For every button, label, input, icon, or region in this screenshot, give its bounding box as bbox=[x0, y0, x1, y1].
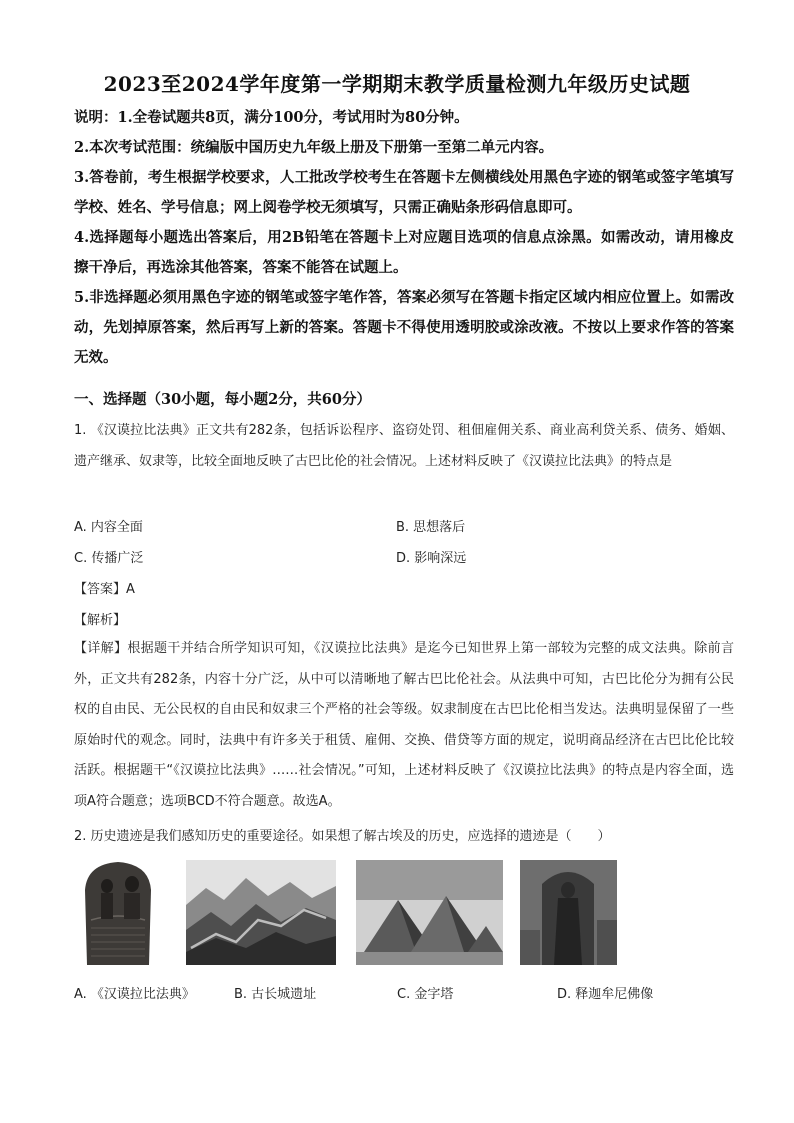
instruction-3: 3.答卷前，考生根据学校要求，人工批改学校考生在答题卡左侧横线处用黑色字迹的钢笔或签字笔填写学校、姓名、学号信息；网上阅卷学校无须填写，只需正确贴条形码信息即可。 bbox=[74, 169, 734, 216]
q1-option-b[interactable]: B. 思想落后 bbox=[396, 520, 466, 535]
q1-option-a[interactable]: A. 内容全面 bbox=[74, 520, 143, 535]
question-1-stem bbox=[74, 416, 734, 477]
hammurabi-stele-photo bbox=[77, 860, 159, 965]
great-wall-photo bbox=[186, 860, 336, 965]
instructions bbox=[74, 103, 734, 373]
instruction-1: 说明：1.全卷试题共8页，满分100分，考试用时为80分钟。 bbox=[74, 109, 469, 126]
q2-option-c[interactable]: C. 金字塔 bbox=[397, 987, 454, 1002]
section-heading: 一、选择题（30小题，每小题2分，共60分） bbox=[74, 391, 371, 408]
q2-option-d[interactable]: D. 释迦牟尼佛像 bbox=[557, 987, 654, 1002]
q2-option-b[interactable]: B. 古长城遗址 bbox=[234, 987, 317, 1002]
instruction-5: 5.非选择题必须用黑色字迹的钢笔或签字笔作答，答案必须写在答题卡指定区域内相应位置上。如需改动，先划掉原答案，然后再写上新的答案。答题卡不得使用透明胶或涂改液。不按以上要求作答的答案无效。 bbox=[74, 289, 734, 366]
question-2-text: 2. 历史遗迹是我们感知历史的重要途径。如果想了解古埃及的历史，应选择的遗迹是（ ） bbox=[74, 829, 611, 844]
q1-detail-text: 【详解】根据题干并结合所学知识可知，《汉谟拉比法典》是迄今已知世界上第一部较为完整的成文法典。除前言外，正文共有282条，内容十分广泛，从中可以清晰地了解古巴比伦社会。从法典中可知，古巴比伦分为拥有公民权的自由民、无公民权的自由民和奴隶三个严格的社会等级。奴隶制度在古巴比伦相当发达。法典明显保留了一些原始时代的观念。同时，法典中有许多关于租赁、雇佣、交换、借贷等方面的规定，说明商品经济在古巴比伦比较活跃。根据题干“《汉谟拉比法典》……社会情况。”可知，上述材料反映了《汉谟拉比法典》的特点是内容全面，选项A符合题意；选项BCD不符合题意。故选A。 bbox=[74, 641, 734, 809]
q1-option-d[interactable]: D. 影响深远 bbox=[396, 551, 467, 566]
question-1-text: 1. 《汉谟拉比法典》正文共有282条，包括诉讼程序、盗窃处罚、租佃雇佣关系、商业高利贷关系、债务、婚姻、遗产继承、奴隶等，比较全面地反映了古巴比伦的社会情况。上述材料反映了《汉谟拉比法典》的特点是 bbox=[74, 423, 734, 469]
exam-title: 2023至2024学年度第一学期期末教学质量检测九年级历史试题 bbox=[103, 72, 691, 96]
q2-option-a[interactable]: A. 《汉谟拉比法典》 bbox=[74, 987, 195, 1002]
question-2-stem bbox=[74, 822, 734, 853]
instruction-2: 2.本次考试范围：统编版中国历史九年级上册及下册第一至第二单元内容。 bbox=[74, 139, 554, 156]
question-1-detail bbox=[74, 634, 734, 817]
buddha-statue-photo bbox=[520, 860, 617, 965]
q1-answer: 【答案】A bbox=[74, 582, 135, 597]
q1-option-c[interactable]: C. 传播广泛 bbox=[74, 551, 144, 566]
q1-analysis-label: 【解析】 bbox=[74, 613, 127, 628]
instruction-4: 4.选择题每小题选出答案后，用2B铅笔在答题卡上对应题目选项的信息点涂黑。如需改动，请用橡皮擦干净后，再选涂其他答案，答案不能答在试题上。 bbox=[74, 229, 734, 276]
pyramids-photo bbox=[356, 860, 503, 965]
